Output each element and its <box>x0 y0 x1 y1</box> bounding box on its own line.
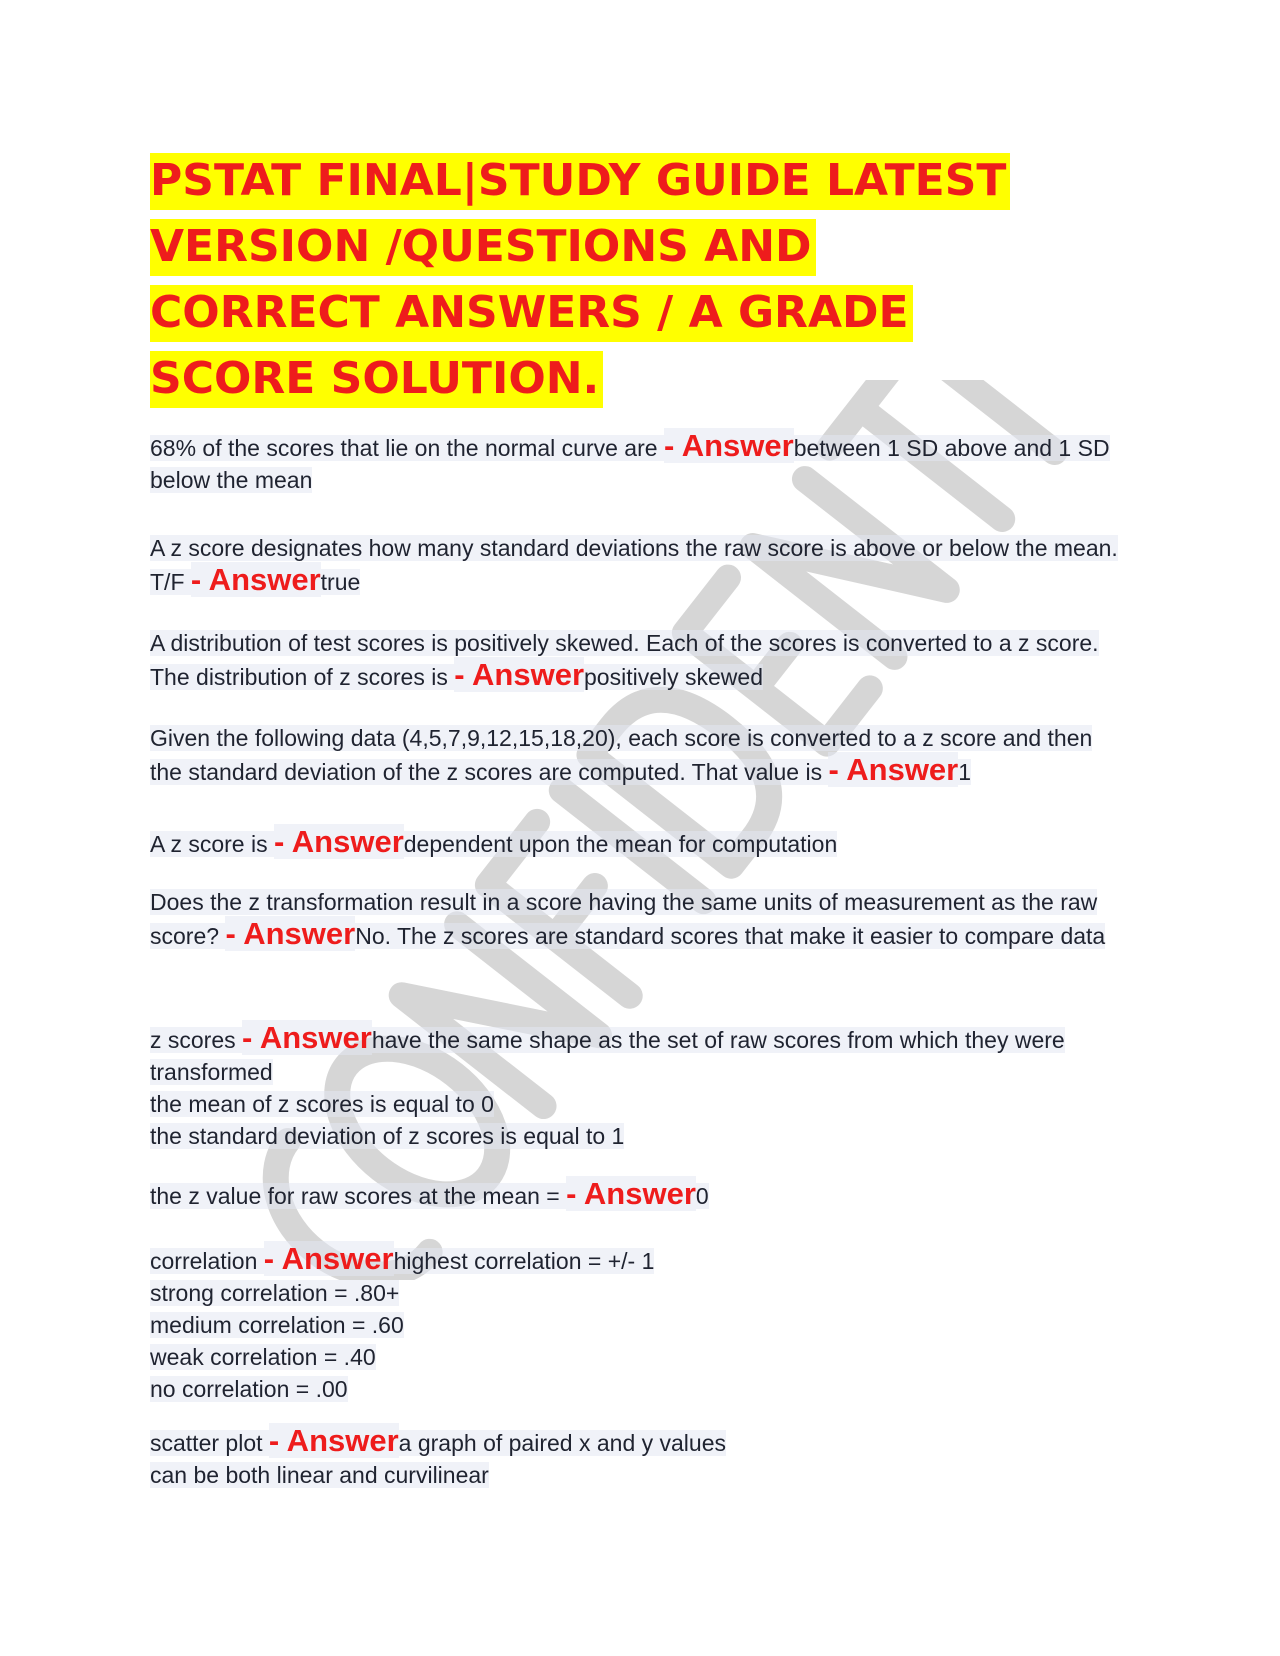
answer-extra-line: the mean of z scores is equal to 0 <box>150 1091 494 1117</box>
answer-text: 0 <box>695 1183 709 1209</box>
answer-text: 1 <box>958 759 972 785</box>
question-text: scatter plot <box>150 1430 269 1456</box>
answer-text: between 1 SD above and 1 SD below the mean <box>150 435 1110 493</box>
answer-text: a graph of paired x and y values <box>398 1430 726 1456</box>
answer-text: have the same shape as the set of raw scores from which they were transformed <box>150 1027 1065 1085</box>
answer-marker: - Answer <box>663 428 794 463</box>
qa-item <box>150 1243 1130 1405</box>
qa-item <box>150 1178 1130 1212</box>
question-text: Does the z transformation result in a score having the same units of measurement as the raw score? <box>150 889 1098 949</box>
answer-marker: - Answer <box>566 1176 696 1211</box>
question-text: A z score designates how many standard deviations the raw score is above or below the mean. T/F <box>150 535 1118 595</box>
question-text: the z value for raw scores at the mean = <box>150 1183 567 1209</box>
answer-extra-line: can be both linear and curvilinear <box>150 1462 489 1488</box>
answer-marker: - Answer <box>190 562 321 597</box>
question-text: z scores <box>150 1027 243 1053</box>
question-text: correlation <box>150 1248 264 1274</box>
answer-marker: - Answer <box>454 657 585 692</box>
answer-extra-line: no correlation = .00 <box>150 1376 348 1402</box>
question-text: 68% of the scores that lie on the normal curve are <box>150 435 664 461</box>
qa-item <box>150 826 1130 860</box>
answer-marker: - Answer <box>263 1241 394 1276</box>
answer-extra-line: strong correlation = .80+ <box>150 1280 400 1306</box>
answer-marker: - Answer <box>828 752 959 787</box>
answer-extra-line: medium correlation = .60 <box>150 1312 404 1338</box>
answer-extra-line: weak correlation = .40 <box>150 1344 376 1370</box>
question-text: A distribution of test scores is positively skewed. Each of the scores is converted to a z score. The distribution of z scores is <box>150 630 1099 690</box>
answer-extra-line: the standard deviation of z scores is equal to 1 <box>150 1123 625 1149</box>
qa-item <box>150 627 1130 693</box>
qa-item <box>150 1022 1130 1152</box>
qa-item <box>150 1425 1130 1491</box>
answer-text: dependent upon the mean for computation <box>403 831 838 857</box>
answer-marker: - Answer <box>273 824 404 859</box>
question-text: A z score is <box>150 831 274 857</box>
answer-text: true <box>320 569 361 595</box>
answer-text: No. The z scores are standard scores that make it easier to compare data <box>355 923 1106 949</box>
answer-text: highest correlation = +/- 1 <box>393 1248 655 1274</box>
qa-item <box>150 886 1130 952</box>
question-text: Given the following data (4,5,7,9,12,15,18,20), each score is converted to a z score and then the standard deviation of the z scores are computed. That value is <box>150 725 1093 785</box>
document-title: PSTAT FINAL|STUDY GUIDE LATEST VERSION /QUESTIONS AND CORRECT ANSWERS / A GRADE SCORE SOLUTION. <box>150 148 1050 412</box>
answer-marker: - Answer <box>268 1423 399 1458</box>
qa-item <box>150 722 1130 788</box>
answer-text: positively skewed <box>584 664 763 690</box>
qa-item <box>150 430 1130 496</box>
qa-item <box>150 532 1130 598</box>
answer-marker: - Answer <box>225 916 356 951</box>
answer-marker: - Answer <box>242 1020 372 1055</box>
